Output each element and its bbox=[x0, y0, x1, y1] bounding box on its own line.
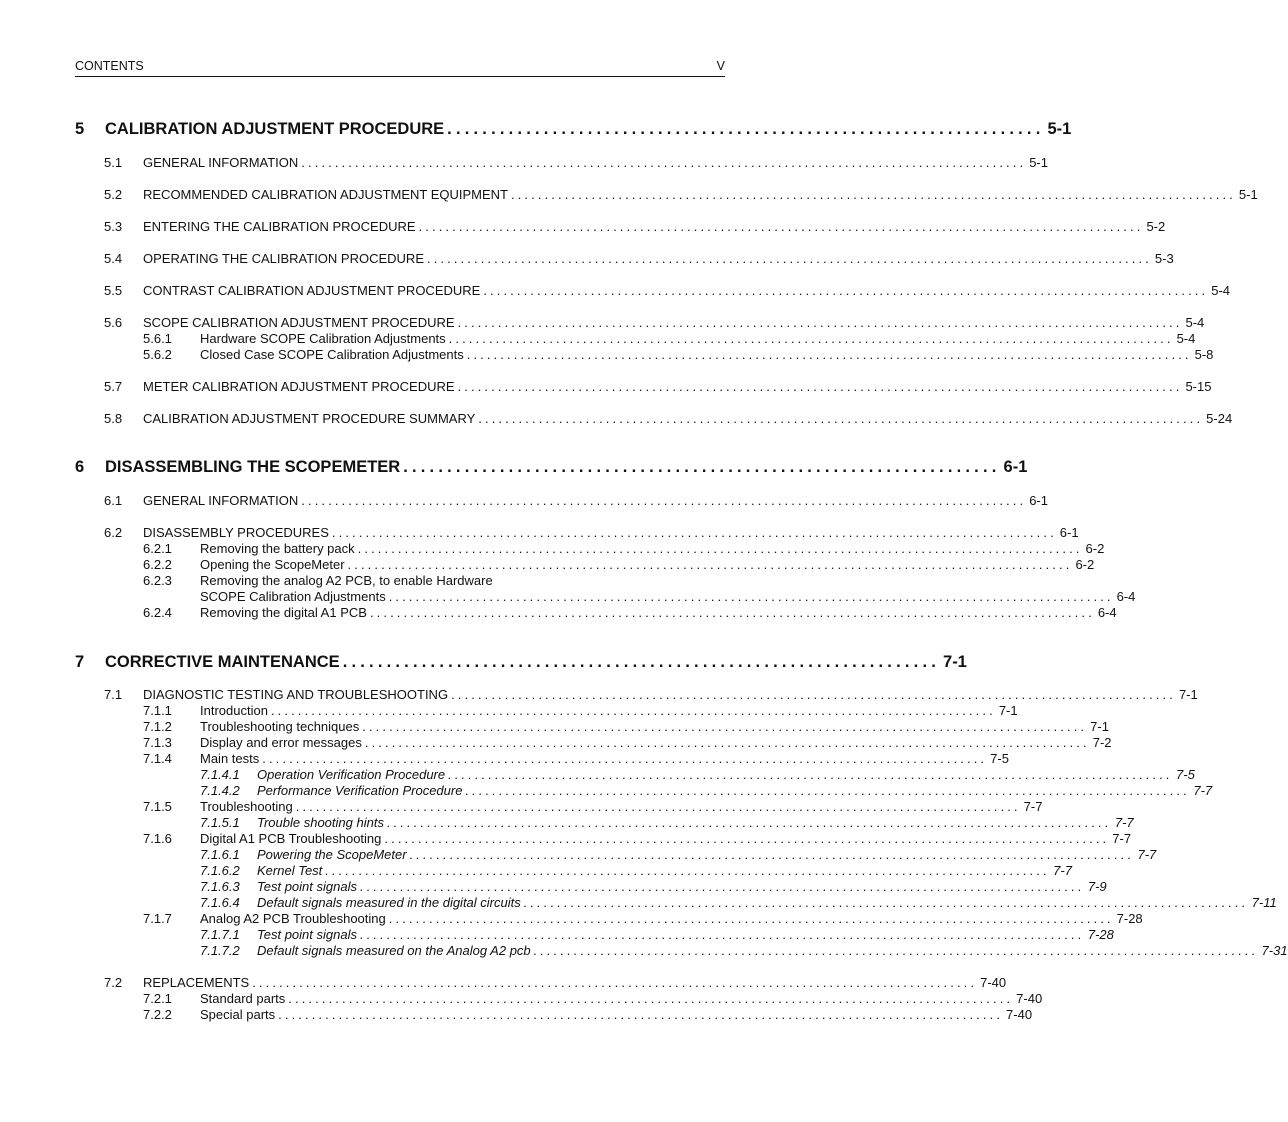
section-title: DISASSEMBLY PROCEDURES bbox=[143, 525, 329, 540]
subsection-page: 6-2 bbox=[1085, 541, 1105, 556]
subsection-number: 7.1.2 bbox=[143, 719, 172, 734]
toc-subsubsection-7-1-5-1[interactable]: 7.1.5.1 Trouble shooting hints ............................................................................................................ 7-7 bbox=[200, 815, 1134, 830]
subsection-number: 6.2.2 bbox=[143, 557, 172, 572]
toc-subsection-6-2-2[interactable]: 6.2.2 Opening the ScopeMeter ............................................................................................................ 6-2 bbox=[143, 557, 1095, 572]
subsubsection-number: 7.1.5.1 bbox=[200, 815, 240, 830]
subsection-number: 6.2.3 bbox=[143, 573, 172, 588]
toc-section-6-1[interactable]: 6.1 GENERAL INFORMATION ............................................................................................................ 6-1 bbox=[104, 493, 1048, 508]
section-page: 6-1 bbox=[1059, 525, 1079, 540]
header-page-number: V bbox=[716, 59, 725, 73]
toc-section-5-3[interactable]: 5.3 ENTERING THE CALIBRATION PROCEDURE ............................................................................................................ 5-2 bbox=[104, 219, 1166, 234]
subsection-number: 7.2.2 bbox=[143, 1007, 172, 1022]
toc-section-5-8[interactable]: 5.8 CALIBRATION ADJUSTMENT PROCEDURE SUMMARY ............................................................................................................ 5-24 bbox=[104, 411, 1233, 426]
subsubsection-page: 7-11 bbox=[1251, 895, 1277, 910]
toc-section-5-1[interactable]: 5.1 GENERAL INFORMATION ............................................................................................................ 5-1 bbox=[104, 155, 1048, 170]
subsubsection-number: 7.1.6.2 bbox=[200, 863, 240, 878]
subsection-number: 6.2.4 bbox=[143, 605, 172, 620]
subsection-page: 6-4 bbox=[1116, 589, 1136, 604]
section-title: METER CALIBRATION ADJUSTMENT PROCEDURE bbox=[143, 379, 455, 394]
subsubsection-page: 7-9 bbox=[1087, 879, 1107, 894]
subsection-title: Removing the digital A1 PCB bbox=[200, 605, 367, 620]
toc-subsection-7-1-4[interactable]: 7.1.4 Main tests ............................................................................................................ 7-5 bbox=[143, 751, 1009, 766]
subsection-number: 7.2.1 bbox=[143, 991, 172, 1006]
toc-subsubsection-7-1-7-1[interactable]: 7.1.7.1 Test point signals ............................................................................................................ 7-28 bbox=[200, 927, 1114, 942]
subsection-number: 7.1.3 bbox=[143, 735, 172, 750]
section-number: 5.3 bbox=[104, 219, 123, 234]
toc-section-5-5[interactable]: 5.5 CONTRAST CALIBRATION ADJUSTMENT PROCEDURE ............................................................................................................ 5-4 bbox=[104, 283, 1231, 298]
toc-subsection-7-1-3[interactable]: 7.1.3 Display and error messages ............................................................................................................ 7-2 bbox=[143, 735, 1112, 750]
subsection-page: 5-8 bbox=[1194, 347, 1214, 362]
subsection-page: 7-2 bbox=[1092, 735, 1112, 750]
section-page: 5-24 bbox=[1206, 411, 1233, 426]
toc-subsection-7-1-2[interactable]: 7.1.2 Troubleshooting techniques ............................................................................................................ 7-1 bbox=[143, 719, 1109, 734]
toc-subsection-7-1-5[interactable]: 7.1.5 Troubleshooting ............................................................................................................ 7-7 bbox=[143, 799, 1043, 814]
subsection-page: 6-4 bbox=[1097, 605, 1117, 620]
toc-section-7-1[interactable]: 7.1 DIAGNOSTIC TESTING AND TROUBLESHOOTING ............................................................................................................ 7-1 bbox=[104, 687, 1198, 702]
subsection-title: Special parts bbox=[200, 1007, 276, 1022]
toc-section-7-2[interactable]: 7.2 REPLACEMENTS ............................................................................................................ 7-40 bbox=[104, 975, 1007, 990]
subsubsection-number: 7.1.7.1 bbox=[200, 927, 240, 942]
subsubsection-number: 7.1.6.1 bbox=[200, 847, 240, 862]
section-number: 5.1 bbox=[104, 155, 123, 170]
section-number: 6.1 bbox=[104, 493, 123, 508]
subsection-number: 7.1.6 bbox=[143, 831, 172, 846]
subsection-number: 7.1.7 bbox=[143, 911, 172, 926]
toc-subsubsection-7-1-6-4[interactable]: 7.1.6.4 Default signals measured in the digital circuits ............................................................................................................ 7-11 bbox=[200, 895, 1277, 910]
chapter-page: 6-1 bbox=[1003, 458, 1028, 476]
subsubsection-page: 7-7 bbox=[1053, 863, 1072, 878]
toc-section-5-6[interactable]: 5.6 SCOPE CALIBRATION ADJUSTMENT PROCEDURE ............................................................................................................ 5-4 bbox=[104, 315, 1205, 330]
subsection-title: Display and error messages bbox=[200, 735, 362, 750]
subsubsection-title: Operation Verification Procedure bbox=[257, 767, 446, 782]
header-title: CONTENTS bbox=[75, 59, 144, 73]
subsubsection-title: Trouble shooting hints bbox=[257, 815, 384, 830]
subsection-title: Removing the analog A2 PCB, to enable Hardware bbox=[200, 573, 493, 588]
section-title: RECOMMENDED CALIBRATION ADJUSTMENT EQUIPMENT bbox=[143, 187, 508, 202]
section-title: CALIBRATION ADJUSTMENT PROCEDURE SUMMARY bbox=[143, 411, 476, 426]
subsubsection-number: 7.1.4.2 bbox=[200, 783, 240, 798]
toc-subsubsection-7-1-4-2[interactable]: 7.1.4.2 Performance Verification Procedure ............................................................................................................ 7-7 bbox=[200, 783, 1213, 798]
toc-subsection-5-6-1[interactable]: 5.6.1 Hardware SCOPE Calibration Adjustments ............................................................................................................ 5-4 bbox=[143, 331, 1196, 346]
toc-subsubsection-7-1-4-1[interactable]: 7.1.4.1 Operation Verification Procedure ............................................................................................................ 7-5 bbox=[200, 767, 1195, 782]
section-number: 7.2 bbox=[104, 975, 123, 990]
chapter-number: 7 bbox=[75, 653, 85, 671]
subsubsection-title: Test point signals bbox=[257, 879, 357, 894]
section-page: 5-1 bbox=[1029, 155, 1048, 170]
toc-section-5-4[interactable]: 5.4 OPERATING THE CALIBRATION PROCEDURE ............................................................................................................ 5-3 bbox=[104, 251, 1174, 266]
toc-subsubsection-7-1-7-2[interactable]: 7.1.7.2 Default signals measured on the Analog A2 pcb ............................................................................................................ 7-31 bbox=[200, 943, 1288, 958]
toc-section-6-2[interactable]: 6.2 DISASSEMBLY PROCEDURES ............................................................................................................ 6-1 bbox=[104, 525, 1079, 540]
chapter-title: CALIBRATION ADJUSTMENT PROCEDURE bbox=[105, 120, 445, 138]
subsubsection-title: Kernel Test bbox=[257, 863, 323, 878]
section-page: 7-40 bbox=[980, 975, 1007, 990]
section-number: 5.7 bbox=[104, 379, 123, 394]
section-number: 5.2 bbox=[104, 187, 123, 202]
section-page: 5-2 bbox=[1146, 219, 1166, 234]
page-header bbox=[75, 59, 725, 77]
subsubsection-title: Powering the ScopeMeter bbox=[257, 847, 407, 862]
section-number: 7.1 bbox=[104, 687, 123, 702]
chapter-title: DISASSEMBLING THE SCOPEMETER bbox=[105, 458, 401, 476]
toc-subsubsection-7-1-6-3[interactable]: 7.1.6.3 Test point signals ............................................................................................................ 7-9 bbox=[200, 879, 1107, 894]
subsection-page: 7-40 bbox=[1016, 991, 1043, 1006]
section-page: 5-4 bbox=[1211, 283, 1231, 298]
section-page: 5-3 bbox=[1154, 251, 1174, 266]
section-title: DIAGNOSTIC TESTING AND TROUBLESHOOTING bbox=[143, 687, 449, 702]
subsection-title: Analog A2 PCB Troubleshooting bbox=[200, 911, 386, 926]
subsection-page: 5-4 bbox=[1176, 331, 1196, 346]
subsection-title: Introduction bbox=[200, 703, 268, 718]
subsection-title: Digital A1 PCB Troubleshooting bbox=[200, 831, 382, 846]
toc-subsection-7-2-1[interactable]: 7.2.1 Standard parts ............................................................................................................ 7-40 bbox=[143, 991, 1043, 1006]
chapter-page: 5-1 bbox=[1047, 120, 1072, 138]
subsection-title: Closed Case SCOPE Calibration Adjustments bbox=[200, 347, 464, 362]
section-number: 5.8 bbox=[104, 411, 123, 426]
subsection-title: Hardware SCOPE Calibration Adjustments bbox=[200, 331, 446, 346]
subsubsection-page: 7-7 bbox=[1137, 847, 1157, 862]
subsection-title: Main tests bbox=[200, 751, 260, 766]
subsection-number: 7.1.5 bbox=[143, 799, 172, 814]
subsection-title: Troubleshooting techniques bbox=[200, 719, 360, 734]
toc-subsection-7-1-1[interactable]: 7.1.1 Introduction ............................................................................................................ 7-1 bbox=[143, 703, 1018, 718]
subsection-number: 6.2.1 bbox=[143, 541, 172, 556]
toc-subsection-5-6-2[interactable]: 5.6.2 Closed Case SCOPE Calibration Adjustments ............................................................................................................ 5-8 bbox=[143, 347, 1214, 362]
subsubsection-page: 7-31 bbox=[1261, 943, 1288, 958]
subsection-title: Troubleshooting bbox=[200, 799, 293, 814]
section-page: 7-1 bbox=[1178, 687, 1198, 702]
subsection-page: 7-28 bbox=[1116, 911, 1143, 926]
toc-subsection-6-2-3[interactable] bbox=[143, 573, 725, 588]
chapter-page: 7-1 bbox=[943, 653, 967, 671]
subsubsection-title: Test point signals bbox=[257, 927, 357, 942]
subsection-title-continued: SCOPE Calibration Adjustments bbox=[200, 589, 386, 604]
section-title: OPERATING THE CALIBRATION PROCEDURE bbox=[143, 251, 424, 266]
toc-subsection-6-2-3-continued[interactable]: SCOPE Calibration Adjustments ............................................................................................................ 6-4 bbox=[200, 589, 1136, 604]
subsection-number: 5.6.1 bbox=[143, 331, 172, 346]
subsection-title: Opening the ScopeMeter bbox=[200, 557, 345, 572]
toc-subsection-7-1-7[interactable]: 7.1.7 Analog A2 PCB Troubleshooting ............................................................................................................ 7-28 bbox=[143, 911, 1143, 926]
subsubsection-number: 7.1.4.1 bbox=[200, 767, 240, 782]
subsubsection-number: 7.1.7.2 bbox=[200, 943, 240, 958]
subsubsection-page: 7-28 bbox=[1087, 927, 1114, 942]
section-page: 5-15 bbox=[1185, 379, 1212, 394]
subsection-page: 7-7 bbox=[1023, 799, 1043, 814]
toc-section-5-2[interactable]: 5.2 RECOMMENDED CALIBRATION ADJUSTMENT EQUIPMENT ............................................................................................................ 5-1 bbox=[104, 187, 1258, 202]
section-page: 6-1 bbox=[1029, 493, 1048, 508]
section-number: 5.4 bbox=[104, 251, 123, 266]
chapter-number: 5 bbox=[75, 120, 85, 138]
subsection-page: 6-2 bbox=[1075, 557, 1095, 572]
subsubsection-title: Default signals measured on the Analog A2 pcb bbox=[257, 943, 531, 958]
subsubsection-page: 7-5 bbox=[1176, 767, 1195, 782]
toc-subsection-7-1-6[interactable]: 7.1.6 Digital A1 PCB Troubleshooting ............................................................................................................ 7-7 bbox=[143, 831, 1132, 846]
subsection-page: 7-1 bbox=[998, 703, 1018, 718]
section-number: 5.6 bbox=[104, 315, 123, 330]
chapter-number: 6 bbox=[75, 458, 85, 476]
subsubsection-number: 7.1.6.4 bbox=[200, 895, 240, 910]
subsubsection-title: Performance Verification Procedure bbox=[257, 783, 463, 798]
subsubsection-page: 7-7 bbox=[1193, 783, 1213, 798]
subsubsection-title: Default signals measured in the digital circuits bbox=[257, 895, 521, 910]
subsection-number: 7.1.1 bbox=[143, 703, 172, 718]
toc-subsection-7-2-2[interactable]: 7.2.2 Special parts ............................................................................................................ 7-40 bbox=[143, 1007, 1033, 1022]
toc-subsection-6-2-1[interactable]: 6.2.1 Removing the battery pack ............................................................................................................ 6-2 bbox=[143, 541, 1105, 556]
toc-subsubsection-7-1-6-1[interactable]: 7.1.6.1 Powering the ScopeMeter ............................................................................................................ 7-7 bbox=[200, 847, 1157, 862]
section-title: REPLACEMENTS bbox=[143, 975, 250, 990]
section-page: 5-4 bbox=[1185, 315, 1205, 330]
toc-section-5-7[interactable]: 5.7 METER CALIBRATION ADJUSTMENT PROCEDURE ............................................................................................................ 5-15 bbox=[104, 379, 1212, 394]
section-title: CONTRAST CALIBRATION ADJUSTMENT PROCEDURE bbox=[143, 283, 481, 298]
subsubsection-page: 7-7 bbox=[1114, 815, 1134, 830]
subsection-page: 7-1 bbox=[1090, 719, 1109, 734]
section-number: 6.2 bbox=[104, 525, 123, 540]
section-title: SCOPE CALIBRATION ADJUSTMENT PROCEDURE bbox=[143, 315, 455, 330]
subsection-number: 7.1.4 bbox=[143, 751, 172, 766]
subsection-page: 7-5 bbox=[990, 751, 1009, 766]
subsection-title: Removing the battery pack bbox=[200, 541, 355, 556]
section-title: GENERAL INFORMATION bbox=[143, 493, 299, 508]
toc-subsection-6-2-4[interactable]: 6.2.4 Removing the digital A1 PCB ............................................................................................................ 6-4 bbox=[143, 605, 1117, 620]
subsection-page: 7-40 bbox=[1006, 1007, 1033, 1022]
subsubsection-number: 7.1.6.3 bbox=[200, 879, 240, 894]
section-page: 5-1 bbox=[1238, 187, 1258, 202]
section-title: ENTERING THE CALIBRATION PROCEDURE bbox=[143, 219, 416, 234]
section-title: GENERAL INFORMATION bbox=[143, 155, 299, 170]
toc-subsubsection-7-1-6-2[interactable]: 7.1.6.2 Kernel Test ............................................................................................................ 7-7 bbox=[200, 863, 1072, 878]
subsection-page: 7-7 bbox=[1112, 831, 1132, 846]
section-number: 5.5 bbox=[104, 283, 123, 298]
subsection-number: 5.6.2 bbox=[143, 347, 172, 362]
chapter-title: CORRECTIVE MAINTENANCE bbox=[105, 653, 340, 671]
subsection-title: Standard parts bbox=[200, 991, 286, 1006]
